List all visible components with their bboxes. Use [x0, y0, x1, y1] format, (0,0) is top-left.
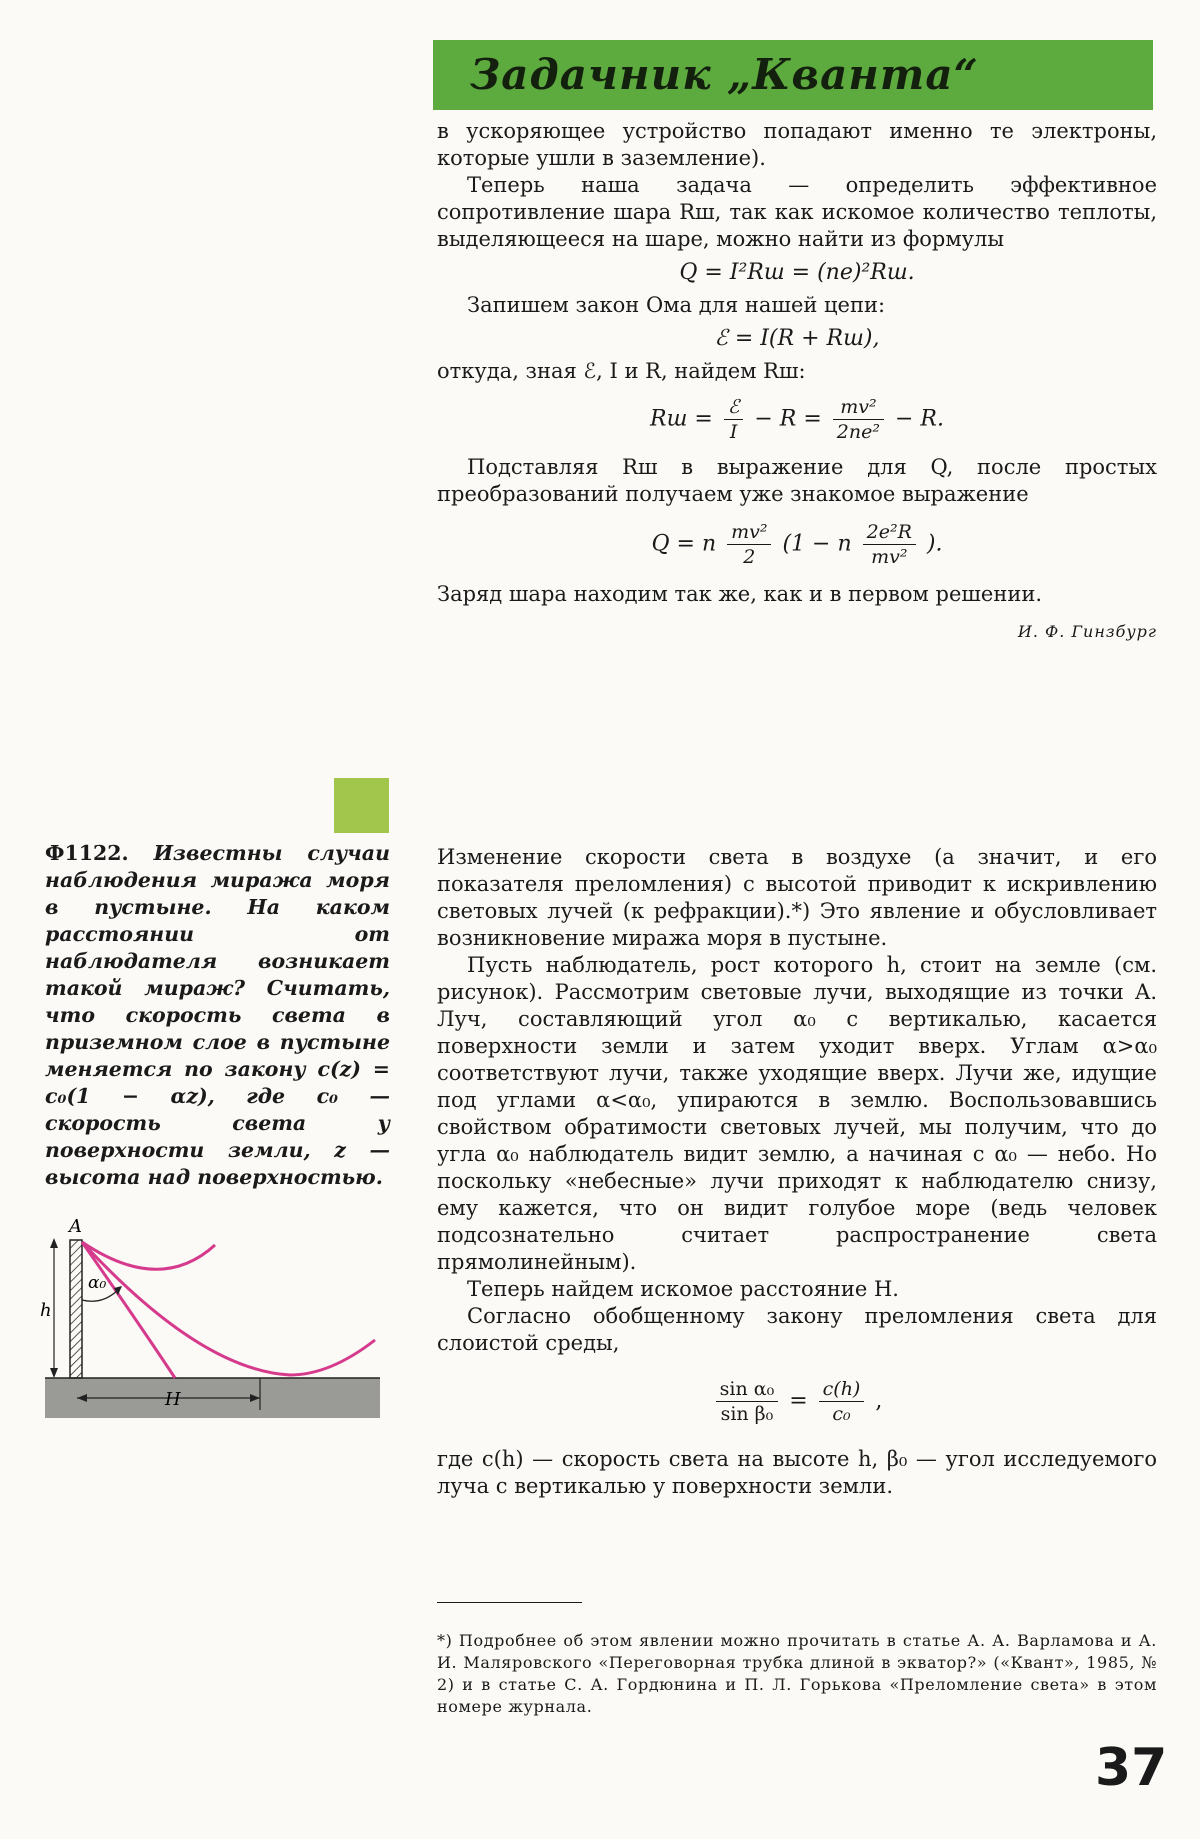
formula-ohm: ℰ = I(R + Rш), — [714, 326, 880, 351]
paragraph: Пусть наблюдатель, рост которого h, стоит на земле (см. рисунок). Рассмотрим световые лучи, выходящие из точки A. Луч, составляющий угол α₀ с вертикалью, касается поверхности земли и затем уходит вверх. Углам α>α₀ соответствуют лучи, также уходящие вверх. Лучи же, идущие под углами α<α₀, упираются в землю. Воспользовавшись свойством обратимости световых лучей, мы получим, что до угла α₀ наблюдатель видит землю, а начиная с α₀ — небо. Но поскольку «небесные» лучи приходят к наблюдателю снизу, ему кажется, что он видит голубое море (ведь человек подсознательно считает распространение света прямолинейным). — [437, 953, 1157, 1274]
problem-text: Известны случаи наблюдения миража моря в пустыне. На каком расстоянии от наблюдателя возникает такой мираж? Считать, что скорость света в приземном слое в пустыне меняется по закону c(z) = c₀(1 − αz), где c₀ — скорость света у поверхности земли, z — высота над поверхностью. — [45, 841, 390, 1189]
paragraph: Изменение скорости света в воздухе (а значит, и его показателя преломления) с высотой приводит к искривлению световых лучей (к рефракции).*) Это явление и обусловливает возникновение миража моря в пустыне. — [437, 845, 1157, 950]
formula-heat: Q = I²Rш = (ne)²Rш. — [679, 260, 915, 285]
label-H: H — [165, 1389, 181, 1410]
section-marker — [334, 778, 389, 833]
problem-number: Ф1122. — [45, 841, 129, 865]
paragraph: Заряд шара находим так же, как и в первом решении. — [437, 582, 1043, 606]
observer-pole — [70, 1240, 82, 1378]
paragraph: Согласно обобщенному закону преломления света для слоистой среды, — [437, 1304, 1157, 1355]
footnote-rule — [437, 1602, 582, 1603]
formula-result: Q = n $\frac{\text{mv²}}{2}$ (1 − n $\frac{\text{2e²R}}{\text{mv²}}$ ). — [651, 521, 943, 568]
formula-resistance: Rш = $\frac{\text{ℰ}}{I}$ − R = $\frac{\text{mv²}}{\text{2ne²}}$ − R. — [650, 396, 944, 443]
mirage-figure — [40, 1210, 385, 1435]
page-number: 37 — [1095, 1738, 1168, 1798]
paragraph: Теперь наша задача — определить эффективное сопротивление шара Rш, так как искомое количество теплоты, выделяющееся на шаре, можно найти из формулы — [437, 173, 1157, 251]
paragraph: где c(h) — скорость света на высоте h, β₀ — угол исследуемого луча с вертикалью у поверхности земли. — [437, 1447, 1157, 1498]
problem-statement — [45, 840, 390, 1191]
paragraph: Теперь найдем искомое расстояние H. — [467, 1277, 899, 1301]
label-h: h — [40, 1300, 52, 1321]
solution-continued — [437, 118, 1157, 645]
footnote: *) Подробнее об этом явлении можно прочитать в статье А. А. Варламова и А. И. Маляровского «Переговорная трубка длиной в экватор?» («Квант», 1985, № 2) и в статье С. А. Гордюнина и П. Л. Горькова «Преломление света» в этом номере журнала. — [437, 1631, 1157, 1716]
ray-tangent — [82, 1242, 375, 1375]
formula-refraction: $\frac{\text{sin α₀}}{\text{sin β₀}}$ = $\frac{c(h)}{\text{c₀}}$ , — [437, 1377, 1157, 1426]
banner-title: Задачник „Кванта“ — [470, 50, 979, 99]
label-A: A — [69, 1216, 82, 1237]
paragraph: в ускоряющее устройство попадают именно те электроны, которые ушли в заземление). — [437, 119, 1157, 170]
label-alpha0: α₀ — [88, 1273, 107, 1293]
author-signature: И. Ф. Гинзбург — [1017, 622, 1157, 641]
ray-ground — [82, 1242, 175, 1378]
paragraph: Запишем закон Ома для нашей цепи: — [467, 293, 886, 317]
solution — [437, 844, 1157, 1500]
ray-upper — [82, 1242, 215, 1269]
paragraph: откуда, зная ℰ, I и R, найдем Rш: — [437, 359, 806, 383]
paragraph: Подставляя Rш в выражение для Q, после простых преобразований получаем уже знакомое выражение — [437, 455, 1157, 506]
